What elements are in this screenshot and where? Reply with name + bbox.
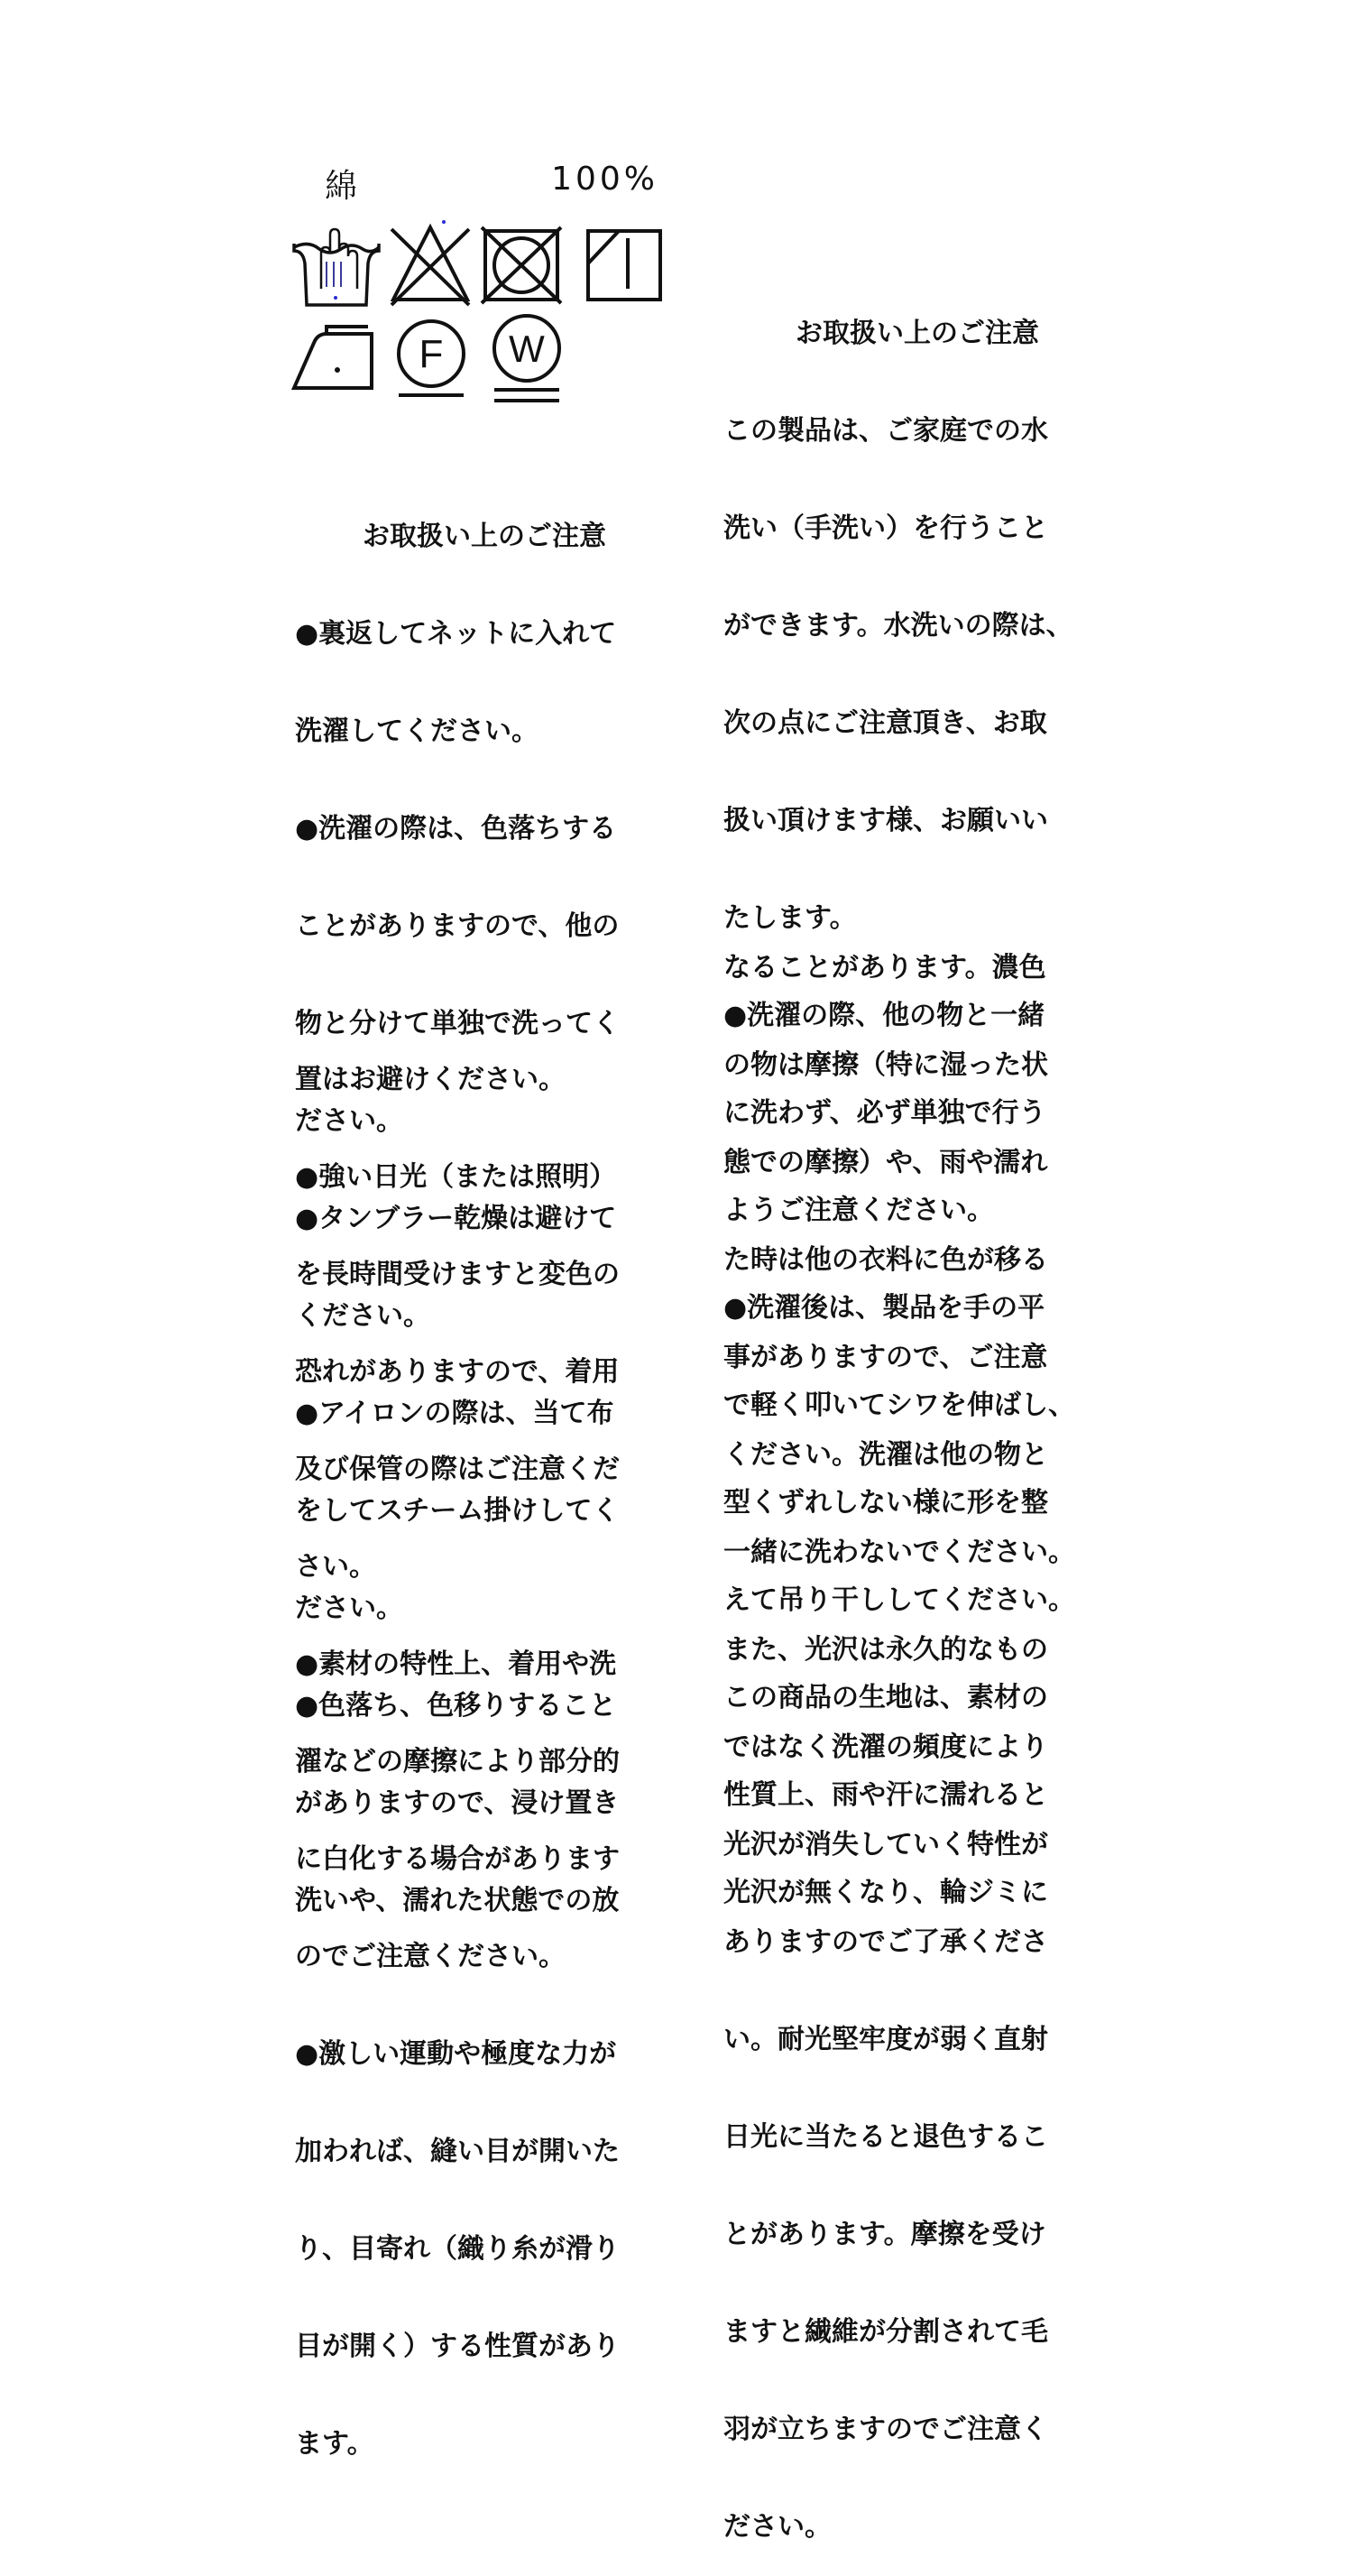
text-line: 一緒に洗わないでください。 bbox=[723, 1537, 1075, 1568]
text-line: ●洗濯の際、他の物と一緒 bbox=[723, 1000, 1045, 1031]
wet-clean-very-gentle-icon bbox=[494, 316, 559, 401]
text-line: ください。洗濯は他の物と bbox=[723, 1439, 1048, 1471]
text-line: ことがありますので、他の bbox=[295, 910, 620, 942]
text-line: この商品の生地は、素材の bbox=[723, 1682, 1048, 1713]
text-line: ようご注意ください。 bbox=[723, 1195, 994, 1226]
no-tumble-dry-icon bbox=[482, 227, 561, 303]
care-instructions-right-bottom bbox=[723, 887, 1111, 2576]
text-line: に洗わず、必ず単独で行う bbox=[723, 1097, 1046, 1129]
text-line: をしてスチーム掛けしてく bbox=[295, 1495, 620, 1527]
text-line: ください。 bbox=[295, 1300, 430, 1332]
fiber-name: 綿 bbox=[325, 168, 362, 205]
text-line: のでご注意ください。 bbox=[295, 1941, 566, 1972]
text-line: ますと繊維が分割されて毛 bbox=[723, 2316, 1048, 2348]
svg-text:W: W bbox=[509, 328, 545, 370]
text-line: ●タンブラー乾燥は避けて bbox=[295, 1203, 617, 1234]
care-symbols bbox=[290, 217, 669, 415]
text-line: 濯などの摩擦により部分的 bbox=[295, 1746, 620, 1777]
text-line: 扱い頂けます様、お願いい bbox=[723, 805, 1048, 836]
text-line: 型くずれしない様に形を整 bbox=[723, 1487, 1048, 1519]
text-line: 日光に当たると退色するこ bbox=[723, 2121, 1048, 2153]
text-line: 洗いや、濡れた状態での放 bbox=[295, 1885, 620, 1916]
text-line: ださい。 bbox=[723, 2511, 832, 2543]
text-line: 物と分けて単独で洗ってく bbox=[295, 1008, 620, 1039]
text-line: ●激しい運動や極度な力が bbox=[295, 2038, 617, 2070]
text-line: 性質上、雨や汗に濡れると bbox=[723, 1779, 1048, 1811]
line-dry-in-shade-icon bbox=[588, 231, 660, 300]
text-line: 恐れがありますので、着用 bbox=[295, 1356, 620, 1388]
care-instructions-left-bottom bbox=[295, 999, 674, 2493]
text-line: がありますので、浸け置き bbox=[295, 1787, 620, 1819]
text-line: 事がありますので、ご注意 bbox=[723, 1342, 1048, 1373]
text-line: 洗濯してください。 bbox=[295, 716, 538, 747]
text-line: とがあります。摩擦を受け bbox=[723, 2219, 1046, 2250]
text-line: 目が開く）する性質があり bbox=[295, 2331, 620, 2362]
fiber-percent: 100% bbox=[551, 161, 658, 198]
svg-text:F: F bbox=[419, 332, 444, 376]
text-line: ●洗濯の際は、色落ちする bbox=[295, 813, 617, 845]
care-heading-right: お取扱い上のご注意 bbox=[796, 318, 1039, 349]
text-line: 態での摩擦）や、雨や濡れ bbox=[723, 1147, 1048, 1178]
text-line: たします。 bbox=[723, 902, 857, 934]
text-line: ●色落ち、色移りすること bbox=[295, 1690, 617, 1722]
text-line: た時は他の衣料に色が移る bbox=[723, 1244, 1048, 1276]
dry-clean-f-gentle-icon bbox=[399, 321, 464, 395]
text-line: 光沢が無くなり、輪ジミに bbox=[723, 1877, 1048, 1908]
text-line: を長時間受けますと変色の bbox=[295, 1259, 620, 1290]
iron-low-with-cloth-icon bbox=[294, 327, 372, 388]
text-line: 次の点にご注意頂き、お取 bbox=[723, 707, 1047, 739]
text-line: 洗い（手洗い）を行うこと bbox=[723, 512, 1048, 544]
text-line: さい。 bbox=[295, 1551, 376, 1583]
text-line: ●洗濯後は、製品を手の平 bbox=[723, 1292, 1045, 1324]
text-line: ありますのでご了承くださ bbox=[723, 1926, 1048, 1958]
text-line: 光沢が消失していく特性が bbox=[723, 1829, 1048, 1860]
text-line: ●アイロンの際は、当て布 bbox=[295, 1398, 614, 1429]
fiber-composition bbox=[325, 161, 658, 206]
text-line: ができます。水洗いの際は、 bbox=[723, 610, 1073, 642]
text-line: に白化する場合があります bbox=[295, 1843, 620, 1875]
text-line: 置はお避けください。 bbox=[295, 1064, 566, 1095]
text-line: い。耐光堅牢度が弱く直射 bbox=[723, 2024, 1048, 2055]
text-line: 羽が立ちますのでご注意く bbox=[723, 2414, 1048, 2445]
no-bleach-icon bbox=[391, 220, 469, 305]
text-line: ます。 bbox=[295, 2428, 374, 2460]
text-line: また、光沢は永久的なもの bbox=[723, 1634, 1048, 1666]
text-line: 加われば、縫い目が開いた bbox=[295, 2136, 620, 2167]
text-line: ●強い日光（または照明） bbox=[295, 1161, 617, 1193]
text-line: で軽く叩いてシワを伸ばし、 bbox=[723, 1390, 1075, 1421]
text-line: ●素材の特性上、着用や洗 bbox=[295, 1648, 617, 1680]
text-line: ださい。 bbox=[295, 1593, 403, 1624]
care-heading-left: お取扱い上のご注意 bbox=[363, 521, 606, 552]
text-line: この製品は、ご家庭での水 bbox=[723, 415, 1048, 447]
hand-wash-30-icon bbox=[294, 229, 379, 305]
text-line: ださい。 bbox=[295, 1105, 403, 1137]
text-line: の物は摩擦（特に湿った状 bbox=[723, 1049, 1048, 1081]
text-line: ではなく洗濯の頻度により bbox=[723, 1731, 1048, 1763]
text-line: り、目寄れ（織り糸が滑り bbox=[295, 2233, 620, 2265]
text-line: なることがあります。濃色 bbox=[723, 952, 1046, 983]
text-line: えて吊り干ししてください。 bbox=[723, 1584, 1075, 1616]
text-line: 及び保管の際はご注意くだ bbox=[295, 1454, 620, 1485]
text-line: ●裏返してネットに入れて bbox=[295, 618, 617, 650]
